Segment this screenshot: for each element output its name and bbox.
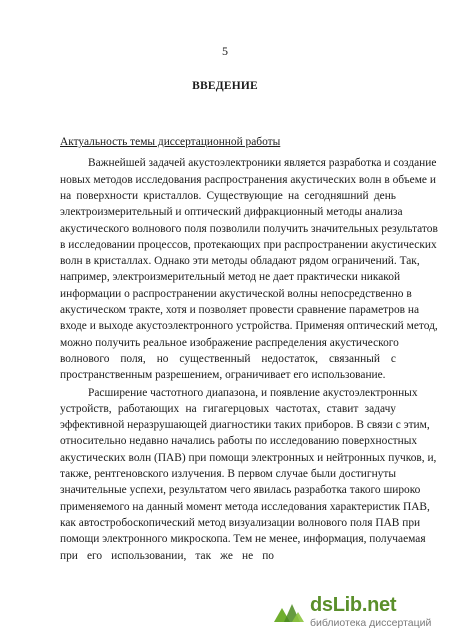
text-line: также, рентгеновского излучения. В первом случае были достигнуты bbox=[60, 468, 396, 480]
text-line: как автостробоскопический метод визуализации волнового поля ПАВ при bbox=[60, 516, 421, 529]
text-line: в исследовании процессов, протекающих при распространении акустических bbox=[60, 238, 437, 251]
text-line: входе и выходе акустоэлектронного устройства. Применяя оптический метод, bbox=[60, 320, 438, 333]
text-line: акустическом тракте, хотя и позволяет провести сравнение параметров на bbox=[60, 304, 420, 316]
watermark-brand: dsLib.net bbox=[310, 594, 397, 616]
text-line: значительные успехи, результатом чего явилась разработка такого широко bbox=[60, 484, 421, 497]
text-line: эффективной неразрушающей диагностики таких приборов. В связи с этим, bbox=[60, 419, 430, 432]
watermark-tagline: библиотека диссертаций bbox=[310, 617, 432, 629]
section-title: ВВЕДЕНИЕ bbox=[192, 80, 258, 92]
text-line: можно получить реальное изображение распределения акустического bbox=[60, 336, 399, 349]
dslib-logo-icon bbox=[272, 600, 306, 626]
text-line: например, электроизмерительный метод не дает практически никакой bbox=[60, 271, 401, 284]
text-line: устройств, работающих на гигагерцовых частотах, ставит задачу bbox=[60, 402, 396, 415]
section-subheading: Актуальность темы диссертационной работы bbox=[60, 136, 281, 148]
text-line: электроизмерительный и оптический дифракционный методы анализа bbox=[60, 206, 403, 219]
text-line: волнового поля, но существенный недостаток, связанный с bbox=[60, 352, 396, 365]
watermark bbox=[272, 592, 444, 632]
text-line: при его использовании, так же не по bbox=[60, 549, 274, 562]
page-number: 5 bbox=[222, 44, 228, 58]
text-line: Расширение частотного диапазона, и появление акустоэлектронных bbox=[88, 386, 418, 399]
text-line: на поверхности кристаллов. Существующие на сегодняшний день bbox=[60, 189, 396, 202]
text-line: применяемого на данный момент метода исследования характеристик ПАВ, bbox=[60, 500, 430, 513]
text-line: информации о распространении акустической волны непосредственно в bbox=[60, 287, 412, 300]
text-line: волн в кристаллах. Однако эти методы обладают рядом ограничений. Так, bbox=[60, 255, 420, 268]
text-line: акустических волн (ПАВ) при помощи электронных и нейтронных пучков, и, bbox=[60, 451, 437, 464]
text-line: помощи электронного микроскопа. Тем не менее, информация, получаемая bbox=[60, 533, 426, 546]
text-line: Важнейшей задачей акустоэлектроники является разработка и создание bbox=[88, 157, 437, 170]
text-line: акустического волнового поля позволили получить значительных результатов bbox=[60, 222, 438, 235]
text-line: относительно недавно начались работы по исследованию поверхностных bbox=[60, 435, 418, 448]
text-line: новых методов исследования распространения акустических волн в объеме и bbox=[60, 173, 436, 186]
text-line: пространственным разрешением, ограничивает его использование. bbox=[60, 369, 386, 382]
